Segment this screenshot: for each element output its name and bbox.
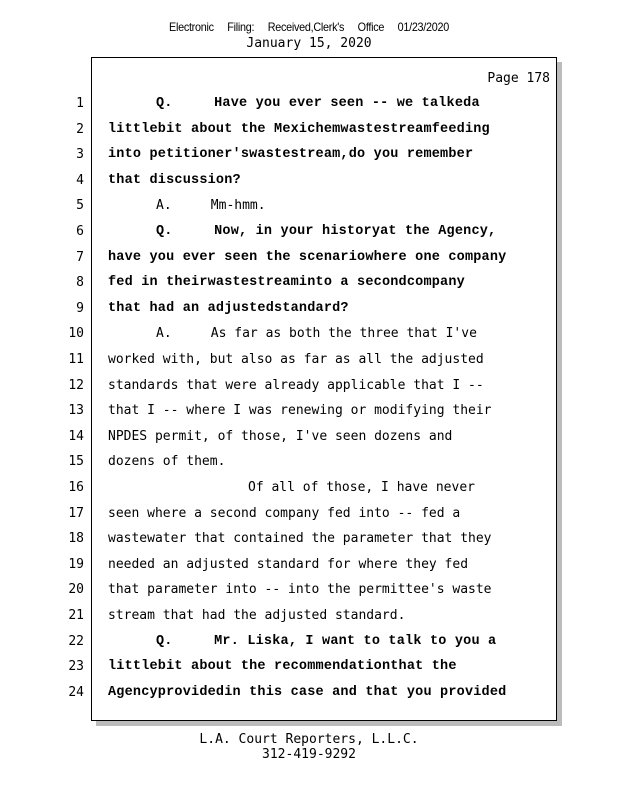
line-number: 2 (76, 121, 84, 137)
transcript-line: dozens of them. (108, 454, 226, 470)
line-number: 24 (68, 684, 84, 700)
line-number: 11 (68, 352, 84, 367)
line-number: 3 (76, 147, 84, 163)
reporter-company: L.A. Court Reporters, L.L.C. (199, 732, 419, 747)
transcript-line: wastewater that contained the parameter that they (108, 531, 492, 547)
transcript-line: A. Mm-hmm. (156, 198, 266, 214)
line-number: 13 (68, 403, 84, 419)
transcript-line: Agencyprovidedin this case and that you provided (108, 684, 507, 700)
transcript-line: littlebit about the Mexichemwastestreamfeeding (108, 121, 490, 137)
line-number: 17 (68, 505, 84, 521)
transcript-line: Q. Have you ever seen -- we talkeda (156, 96, 480, 111)
transcript-line: Q. Now, in your historyat the Agency, (156, 224, 497, 239)
line-number: 16 (68, 480, 84, 495)
transcript-line: Q. Mr. Liska, I want to talk to you a (156, 633, 497, 649)
stamp-date: 01/23/2020 (397, 20, 449, 34)
line-number: 23 (68, 659, 84, 675)
transcript-line: fed in theirwastestreaminto a secondcompany (108, 275, 465, 291)
transcript-line: that I -- where I was renewing or modifying their (108, 403, 492, 419)
line-number: 18 (68, 531, 84, 547)
transcript-line: into petitioner'swastestream,do you remember (108, 147, 474, 163)
transcript-line: that discussion? (108, 172, 241, 188)
stamp-filing: Filing: (227, 20, 255, 34)
transcript-line: standards that were already applicable that I -- (108, 377, 484, 393)
line-number: 12 (68, 377, 84, 393)
transcript-line: have you ever seen the scenariowhere one company (108, 249, 507, 265)
line-number: 22 (68, 633, 84, 649)
transcript-line: worked with, but also as far as all the adjusted (108, 352, 484, 367)
line-number: 5 (76, 198, 84, 214)
line-number: 6 (76, 224, 84, 239)
line-number: 7 (76, 249, 84, 265)
transcript-line: NPDES permit, of those, I've seen dozens and (108, 428, 453, 444)
line-number: 20 (68, 582, 84, 598)
transcript-line: Of all of those, I have never (248, 480, 475, 495)
line-number: 21 (68, 608, 84, 623)
line-number: 15 (68, 454, 84, 470)
transcript-line: A. As far as both the three that I've (156, 326, 477, 342)
electronic-filing-stamp (31, 20, 587, 34)
transcript-line: stream that had the adjusted standard. (108, 608, 406, 623)
line-number: 8 (76, 275, 84, 291)
line-number: 1 (76, 96, 84, 111)
reporter-phone: 312-419-9292 (262, 747, 356, 762)
stamp-received: Received,Clerk's (267, 20, 345, 34)
transcript-line: needed an adjusted standard for where they fed (108, 556, 469, 572)
transcript-line: that had an adjustedstandard? (108, 300, 349, 316)
line-number: 10 (68, 326, 84, 342)
transcript-line: that parameter into -- into the permittee's waste (108, 582, 492, 598)
page-number: Page 178 (487, 71, 550, 86)
transcript-line: littlebit about the recommendationthat the (108, 659, 457, 675)
transcript-date: January 15, 2020 (246, 36, 372, 51)
stamp-electronic: Electronic (169, 20, 214, 34)
line-number: 19 (68, 556, 84, 572)
line-number: 9 (76, 300, 84, 316)
footer (0, 732, 618, 762)
transcript-line: seen where a second company fed into -- fed a (108, 505, 461, 521)
line-number: 4 (76, 172, 84, 188)
line-number: 14 (68, 428, 84, 444)
stamp-office: Office (357, 20, 385, 34)
